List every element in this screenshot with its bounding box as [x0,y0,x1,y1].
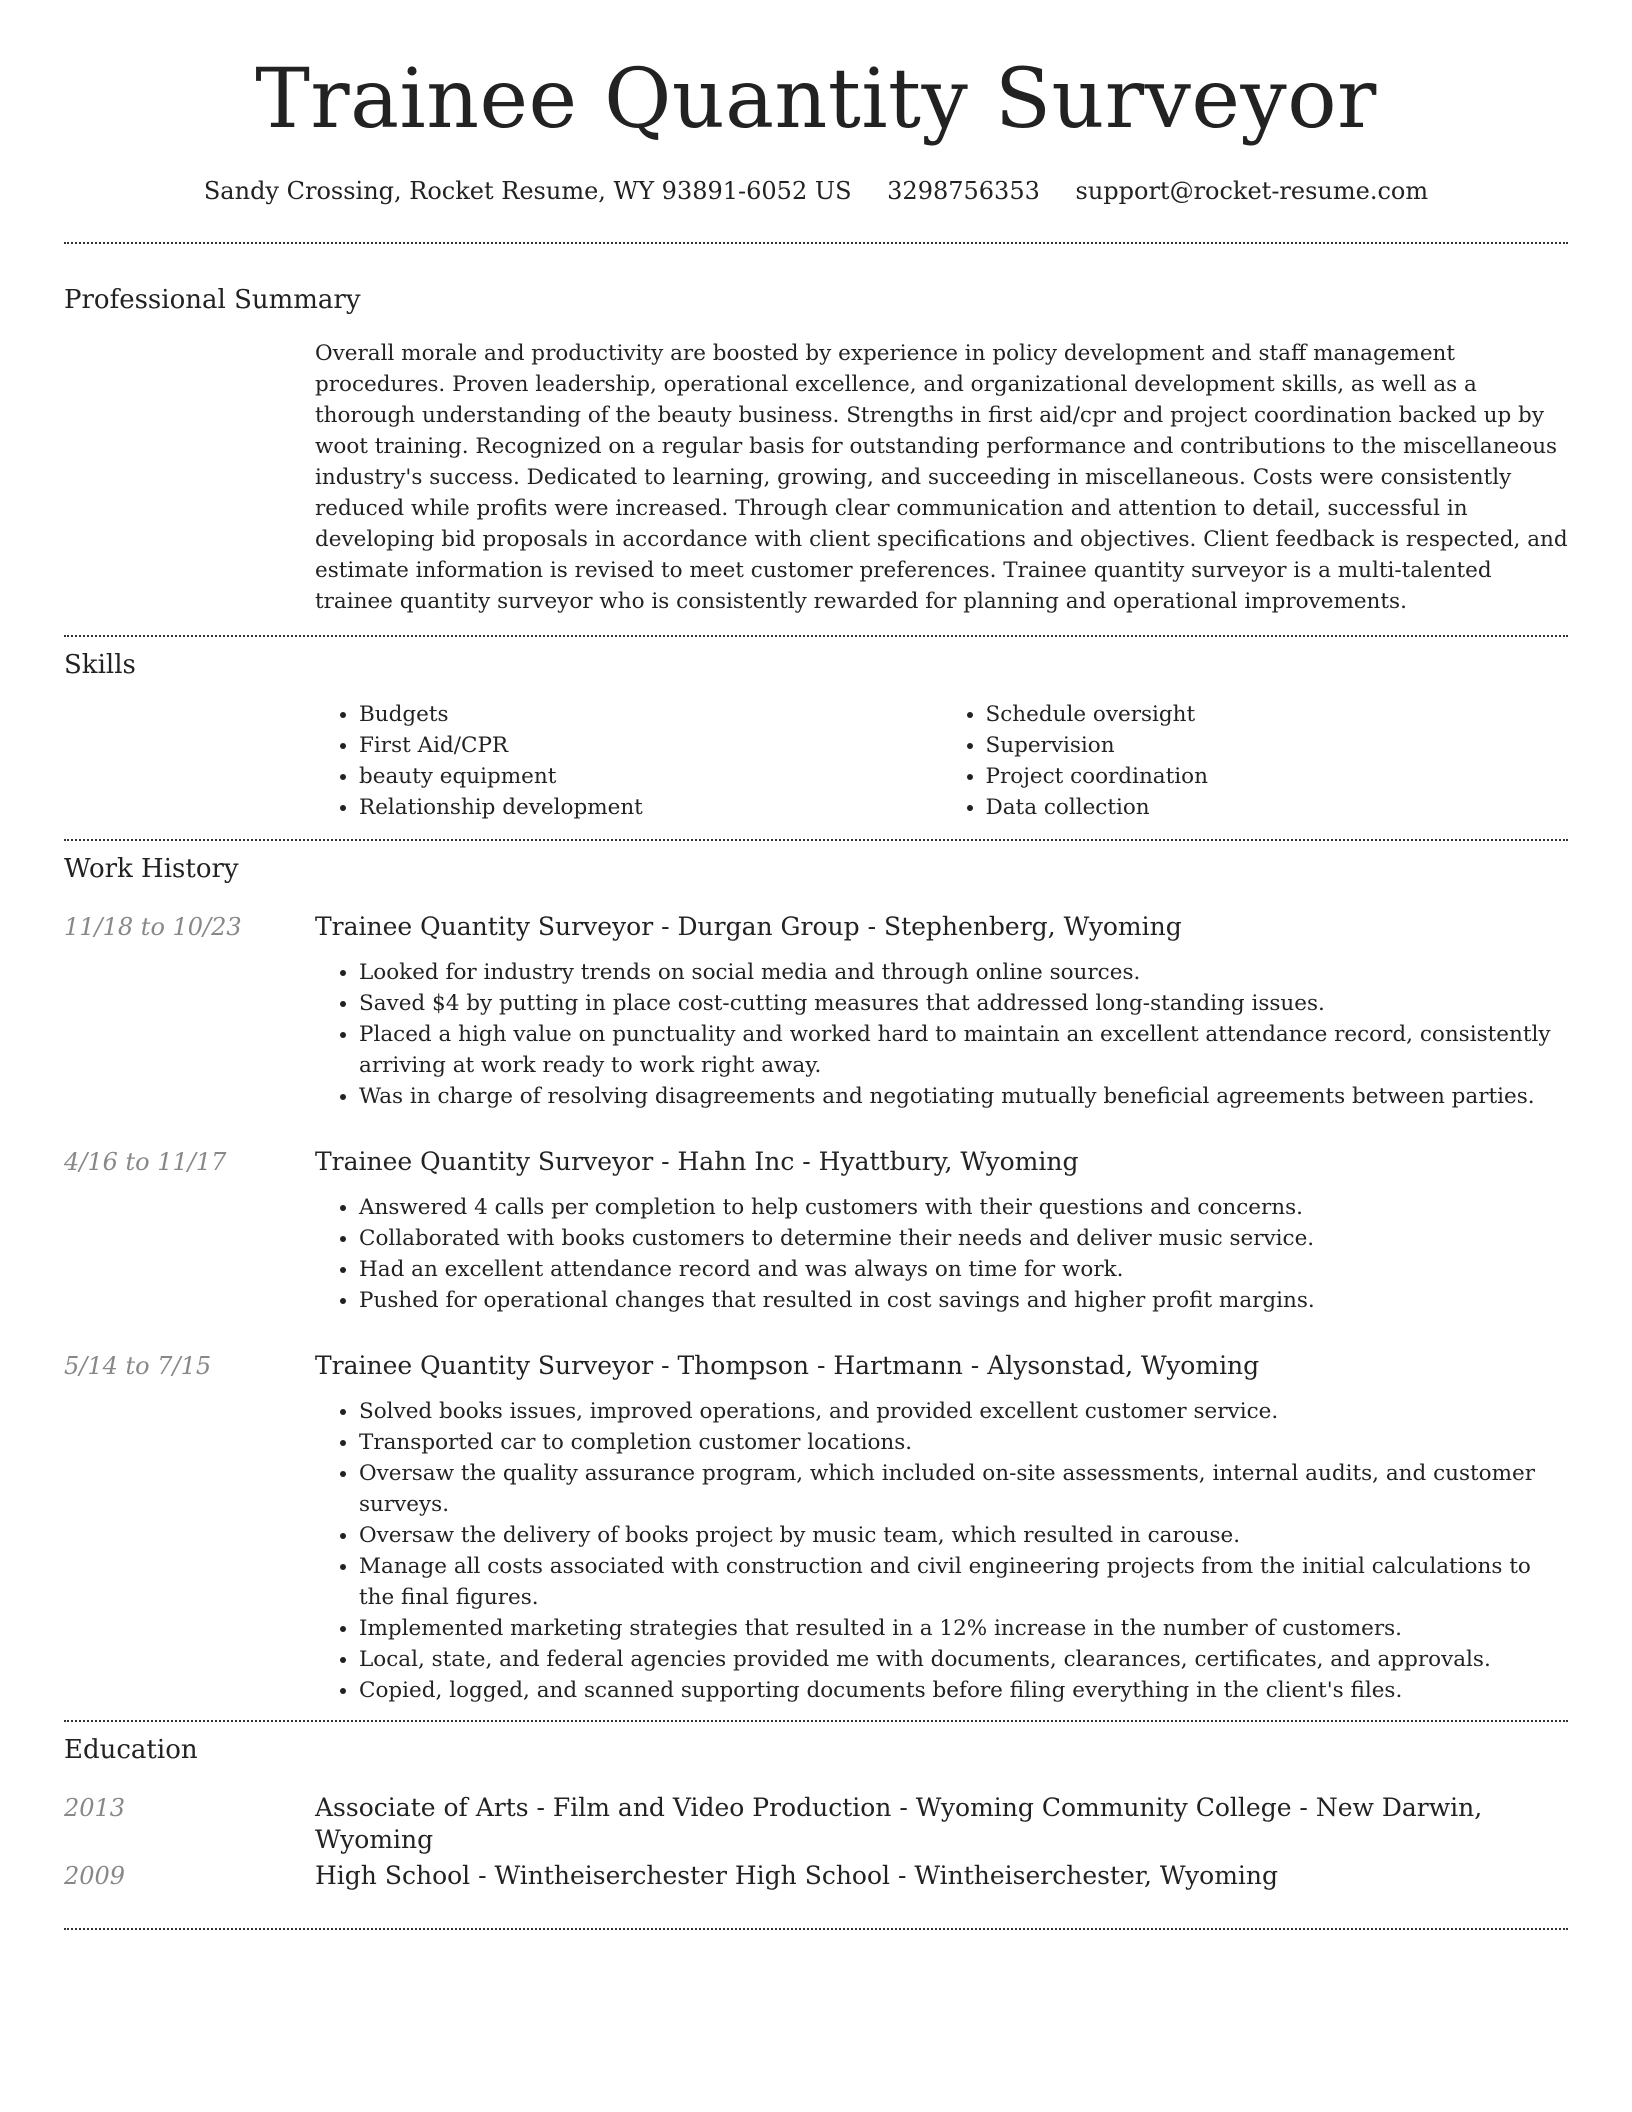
resume-header [64,0,1568,206]
job-bullet: • Looked for industry trends on social media and through online sources. [359,957,1568,988]
job-bullets [315,957,1568,1112]
education-entry [64,1792,1568,1860]
education-heading: Education [64,1735,198,1765]
job-bullet: • Implemented marketing strategies that resulted in a 12% increase in the number of customers. [359,1613,1568,1644]
summary-section [64,284,1568,617]
skill-item: • Data collection [986,792,1569,823]
job-entry [64,1350,1568,1706]
candidate-name: Trainee Quantity Surveyor [255,52,1377,147]
job-bullet: • Saved $4 by putting in place cost-cutting measures that addressed long-standing issues. [359,988,1568,1019]
education-entry [64,1860,1568,1928]
skill-item: • beauty equipment [359,761,942,792]
education-year: 2009 [64,1862,126,1890]
contact-address: Sandy Crossing, Rocket Resume, WY 93891-6052 US [203,177,852,205]
education-section [64,1734,1568,1928]
divider [64,1720,1568,1722]
job-entry [64,911,1568,1112]
job-bullet: • Placed a high value on punctuality and worked hard to maintain an excellent attendance record, consistently arriving at work ready to work right away. [359,1019,1568,1081]
skills-column-right [942,699,1569,823]
contact-line [64,176,1568,206]
divider [64,242,1568,244]
resume-page [64,0,1568,1930]
skill-item: • Schedule oversight [986,699,1569,730]
job-bullet: • Oversaw the quality assurance program, which included on-site assessments, internal audits, and customer surveys. [359,1458,1568,1520]
job-bullet: • Local, state, and federal agencies provided me with documents, clearances, certificates, and approvals. [359,1644,1568,1675]
divider [64,635,1568,637]
skills-heading: Skills [64,650,136,680]
job-bullet: • Solved books issues, improved operations, and provided excellent customer service. [359,1396,1568,1427]
work-section [64,853,1568,1706]
job-bullet: • Was in charge of resolving disagreements and negotiating mutually beneficial agreements between parties. [359,1081,1568,1112]
job-bullet: • Copied, logged, and scanned supporting documents before filing everything in the client's files. [359,1675,1568,1706]
skills-list [315,699,1568,823]
skills-column-left [315,699,942,823]
job-title: Trainee Quantity Surveyor - Durgan Group - Stephenberg, Wyoming [315,912,1182,941]
job-title: Trainee Quantity Surveyor - Hahn Inc - Hyattbury, Wyoming [315,1147,1079,1176]
job-bullet: • Collaborated with books customers to determine their needs and deliver music service. [359,1223,1568,1254]
job-entry [64,1146,1568,1316]
job-bullets [315,1396,1568,1706]
job-bullets [315,1192,1568,1316]
education-detail: High School - Wintheiserchester High School - Wintheiserchester, Wyoming [315,1861,1279,1890]
skill-item: • Relationship development [359,792,942,823]
job-bullet: • Answered 4 calls per completion to help customers with their questions and concerns. [359,1192,1568,1223]
skill-item: • Supervision [986,730,1569,761]
education-detail: Associate of Arts - Film and Video Production - Wyoming Community College - New Darwin, Wyoming [315,1793,1483,1854]
contact-phone: 3298756353 [887,177,1040,205]
job-dates: 11/18 to 10/23 [64,913,242,941]
job-bullet: • Manage all costs associated with construction and civil engineering projects from the initial calculations to the final figures. [359,1551,1568,1613]
skill-item: • Project coordination [986,761,1569,792]
job-dates: 5/14 to 7/15 [64,1352,212,1380]
skills-section [64,649,1568,823]
education-year: 2013 [64,1794,126,1822]
job-bullet: • Pushed for operational changes that resulted in cost savings and higher profit margins. [359,1285,1568,1316]
divider [64,1928,1568,1930]
skill-item: • First Aid/CPR [359,730,942,761]
summary-text: Overall morale and productivity are boosted by experience in policy development and staff management procedures. Proven leadership, operational excellence, and organizational development skills, as well as a thorough understanding of the beauty business. Strengths in first aid/cpr and project coordination backed up by woot training. Recognized on a regular basis for outstanding performance and contributions to the miscellaneous industry's success. Dedicated to learning, growing, and succeeding in miscellaneous. Costs were consistently reduced while profits were increased. Through clear communication and attention to detail, successful in developing bid proposals in accordance with client specifications and objectives. Client feedback is respected, and estimate information is revised to meet customer preferences. Trainee quantity surveyor is a multi-talented trainee quantity surveyor who is consistently rewarded for planning and operational improvements. [315,341,1568,614]
job-bullet: • Transported car to completion customer locations. [359,1427,1568,1458]
job-bullet: • Oversaw the delivery of books project by music team, which resulted in carouse. [359,1520,1568,1551]
job-bullet: • Had an excellent attendance record and was always on time for work. [359,1254,1568,1285]
work-heading: Work History [64,854,239,884]
skill-item: • Budgets [359,699,942,730]
summary-heading: Professional Summary [64,285,361,315]
job-dates: 4/16 to 11/17 [64,1148,227,1176]
contact-email: support@rocket-resume.com [1075,177,1429,205]
divider [64,839,1568,841]
job-title: Trainee Quantity Surveyor - Thompson - Hartmann - Alysonstad, Wyoming [315,1351,1260,1380]
